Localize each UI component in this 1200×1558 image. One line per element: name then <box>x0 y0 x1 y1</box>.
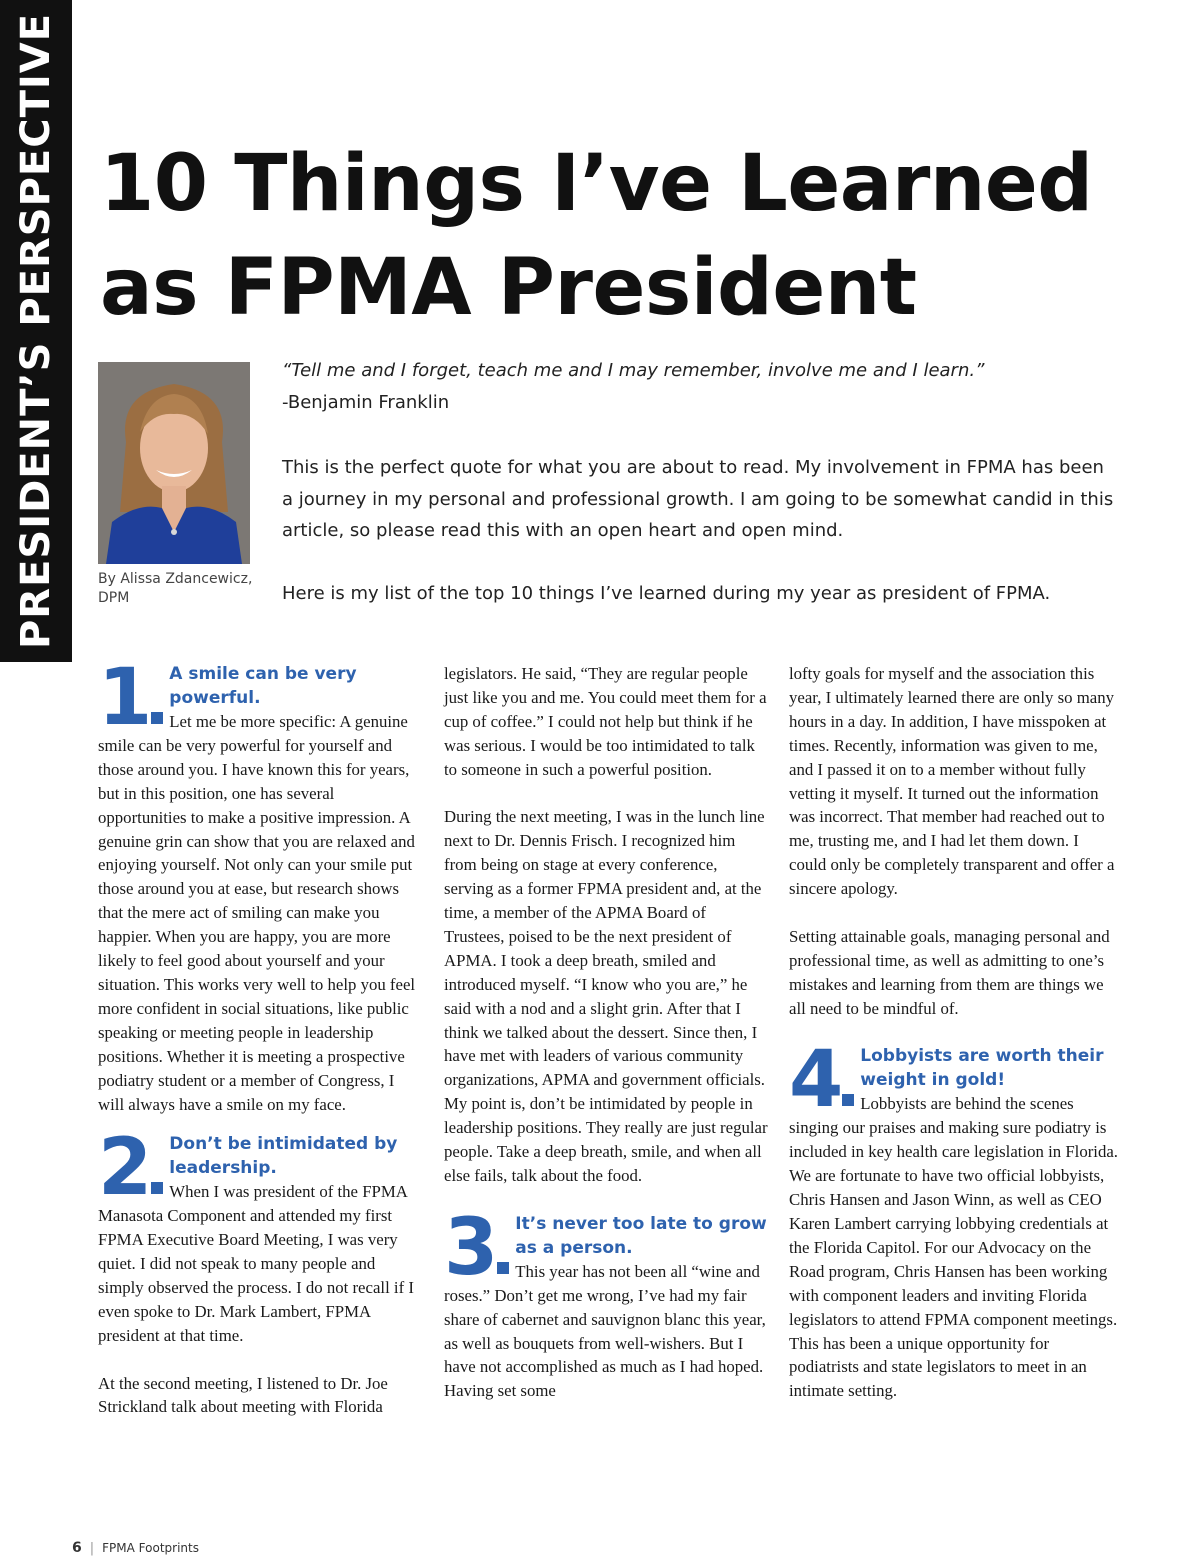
quote-attribution: -Benjamin Franklin <box>282 392 450 413</box>
section-number: 2 <box>98 1138 163 1198</box>
section-1 <box>98 653 423 1116</box>
page-footer <box>72 1540 199 1556</box>
body-paragraph: legislators. He said, “They are regular people just like you and me. You could meet them for a cup of coffee.” I could not help but think if he was serious. I would be too intimidated to talk to someone in such a powerful position. <box>444 664 767 779</box>
body-paragraph: Lobbyists are behind the scenes singing our praises and making sure podiatry is included in key health care legislation in Florida. We are fortunate to have two official lobbyists, Chris Hansen and Jason Winn, as well as CEO Karen Lambert carrying lobbying credentials at the Florida Capitol. For our Advocacy on the Road program, Chris Hansen has been working with component leaders and inviting Florida legislators to attend FPMA component meetings. This has been a unique opportunity for podiatrists and state legislators to meet in an intimate setting. <box>789 1094 1119 1401</box>
body-paragraph: When I was president of the FPMA Manasota Component and attended my first FPMA Executive Board Meeting, I was very quiet. I did not speak to many people and simply observed the process. I do not recall if I even spoke to Dr. Mark Lambert, FPMA president at that time. <box>98 1182 414 1345</box>
intro-paragraph: This is the perfect quote for what you are about to read. My involvement in FPMA has been a journey in my personal and professional growth. I am going to be somewhat candid in this article, so please read this with an open heart and open mind. <box>282 457 1114 541</box>
article-column-1 <box>98 653 423 1443</box>
section-heading: A smile can be very powerful. <box>169 664 357 708</box>
body-paragraph: At the second meeting, I listened to Dr. Joe Strickland talk about meeting with Florida <box>98 1373 388 1417</box>
pull-quote: “Tell me and I forget, teach me and I may remember, involve me and I learn.” <box>282 360 985 381</box>
author-byline: By Alissa Zdancewicz, DPM <box>98 571 253 606</box>
section-4 <box>789 1035 1119 1403</box>
body-paragraph: This year has not been all “wine and roses.” Don’t get me wrong, I’ve had my fair share of cabernet and sauvignon blanc this year, as well as bouquets from well-wishers. But I have not accomplished as much as I had hoped. Having set some <box>444 1261 766 1401</box>
author-portrait <box>98 362 250 564</box>
body-paragraph: Let me be more specific: A genuine smile can be very powerful for yourself and those around you. I have known this for years, but in this position, one has several opportunities to make a positive impression. A genuine grin can show that you are relaxed and enjoying yourself. Not only can your smile put those around you at ease, but research shows that the mere act of smiling can make you happier. When you are happy, you are more likely to feel good about yourself and your situation. This works very well to help you feel more confident in social situations, like public speaking or meeting people in leadership positions. Whether it is meeting a prospective podiatry student or a member of Congress, I will always have a smile on my face. <box>98 712 416 1114</box>
section-number: 4 <box>789 1050 854 1110</box>
section-2 <box>98 1123 423 1419</box>
footer-separator: | <box>89 1541 95 1556</box>
section-tab <box>0 0 72 662</box>
publication-name: FPMA Footprints <box>102 1541 199 1555</box>
section-number: 3 <box>444 1218 509 1278</box>
article-column-2 <box>444 662 769 1427</box>
section-number: 1 <box>98 668 163 728</box>
section-3 <box>444 1202 769 1403</box>
section-heading: Lobbyists are worth their weight in gold! <box>860 1046 1104 1091</box>
body-paragraph: During the next meeting, I was in the lunch line next to Dr. Dennis Frisch. I recognized him from being on stage at every conference, serving as a former FPMA president and, at the time, a member of the APMA Board of Trustees, poised to be the next president of APMA. I took a deep breath, smiled and introduced myself. “I know who you are,” he said with a nod and a slight grin. After that I think we talked about the dessert. Since then, I have met with leaders of various community organizations, APMA and government officials. My point is, don’t be intimidated by people in leadership positions. They really are just regular people. Take a deep breath, smile, and when all else fails, talk about the food. <box>444 807 768 1186</box>
body-paragraph: lofty goals for myself and the association this year, I ultimately learned there are only so many hours in a day. In addition, I have misspoken at times. Recently, information was given to me, and I passed it on to a member without fully vetting it myself. It turned out the information was incorrect. That member had reached out to me, trusting me, and I had let them down. I could only be completely transparent and offer a sincere apology. <box>789 664 1115 899</box>
article-title: 10 Things I’ve Learned as FPMA President <box>100 139 1093 333</box>
intro-list-lead: Here is my list of the top 10 things I’ve learned during my year as president of FPMA. <box>282 583 1051 604</box>
body-paragraph: Setting attainable goals, managing personal and professional time, as well as admitting to one’s mistakes and learning from them are things we all need to be mindful of. <box>789 926 1110 1018</box>
section-heading: Don’t be intimidated by leadership. <box>169 1134 398 1179</box>
section-tab-label: PRESIDENT’S PERSPECTIVE <box>13 12 59 650</box>
page-number: 6 <box>72 1540 82 1556</box>
section-heading: It’s never too late to grow as a person. <box>515 1213 767 1258</box>
article-column-3 <box>789 662 1119 1427</box>
